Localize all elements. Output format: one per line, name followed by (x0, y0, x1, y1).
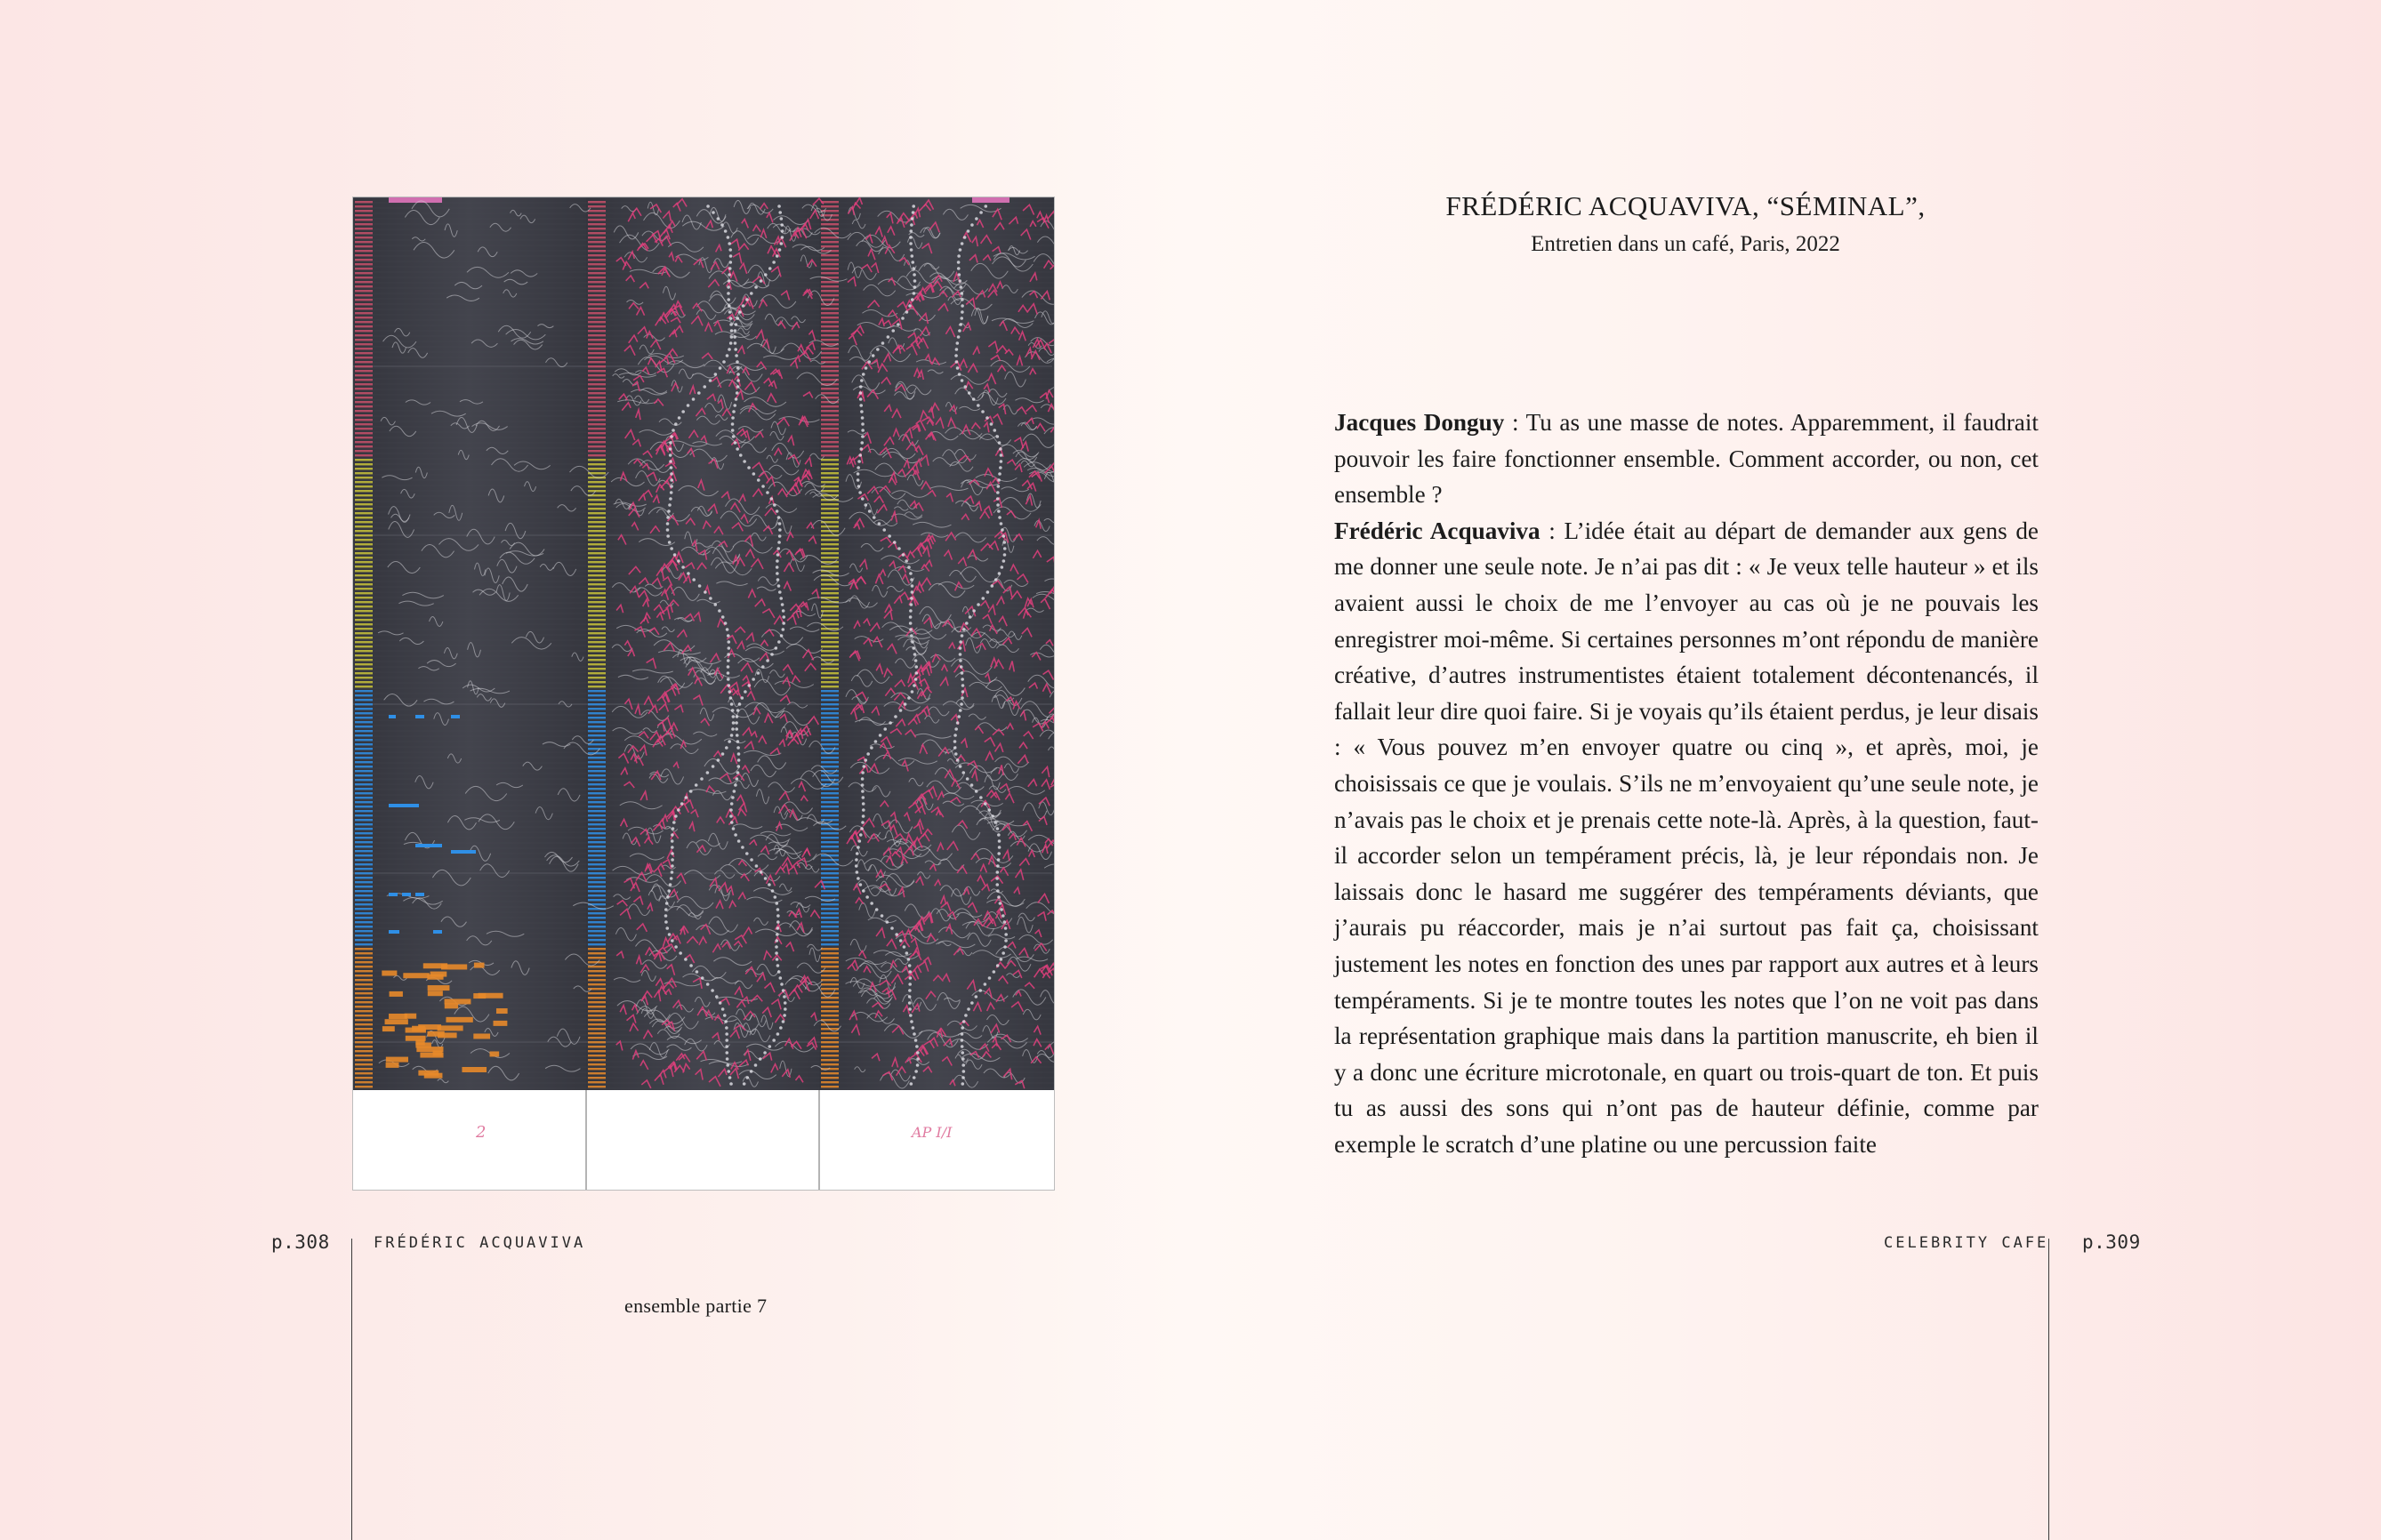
left-footer-rule (351, 1239, 352, 1540)
speaker-text: : Tu as une masse de notes. Apparemment, il faudrait pouvoir les faire fonctionner ensemble. Comment accorder, ou non, cet ensemble ? (1334, 409, 2039, 509)
speaker-text: : L’idée était au départ de demander aux gens de me donner une seule note. Je n’ai pas dit : « Je veux telle hauteur » et ils avaient aussi le choix de me l’envoyer au cas où je ne pouvais les enregistrer moi-même. Si certaines personnes m’ont répondu de manière créative, d’autres instrumentistes étaient totalement décontenancés, il fallait leur dire quoi faire. Si je voyais qu’ils étaient perdus, je leur disais : « Vous pouvez m’en envoyer quatre ou cinq », et après, moi, je choisissais ce que je voulais. S’ils ne m’envoyaient qu’une seule note, je n’avais pas le choix et je prenais cette note-là. Après, à la question, faut-il accorder selon un tempérament précis, là, je leur répondais non. Je laissais donc le hasard me suggérer des tempéraments déviants, que j’aurais pu réaccorder, mais je n’ai surtout pas fait ça, choisissant justement les notes en fonction des unes par rapport aux autres et à leurs tempéraments. Si je te montre toutes les notes que l’on ne voit pas dans la représentation graphique mais dans la partition manuscrite, eh bien il y a donc une écriture microtonale, en quart ou trois-quart de ton. Et puis tu as aussi des sons qui n’ont pas de hauteur définie, comme par exemple le scratch d’une platine ou une percussion faite (1334, 517, 2039, 1158)
interview-paragraph-2 (1334, 513, 2039, 1163)
score-annotation-left: 2 (476, 1123, 487, 1142)
score-panel-2 (586, 197, 819, 1090)
right-page-number: p.309 (2082, 1231, 2141, 1253)
score-annotation-right: AP I/I (912, 1124, 953, 1141)
speaker-name: Jacques Donguy (1334, 409, 1505, 436)
interview-body (1334, 405, 2039, 1162)
left-page-number: p.308 (271, 1231, 330, 1253)
article-title: FRÉDÉRIC ACQUAVIVA, “SÉMINAL”, (1445, 190, 1926, 221)
score-artwork (352, 197, 1055, 1191)
right-running-head: CELEBRITY CAFE (1884, 1234, 2049, 1252)
score-panel-3 (819, 197, 1054, 1090)
right-footer-rule (2048, 1239, 2049, 1540)
article-subtitle: Entretien dans un café, Paris, 2022 (1531, 232, 1840, 256)
figure-caption: ensemble partie 7 (624, 1295, 768, 1317)
interview-paragraph-1 (1334, 405, 2039, 513)
article-header (1334, 190, 2037, 258)
left-running-head: FRÉDÉRIC ACQUAVIVA (374, 1234, 586, 1252)
speaker-name: Frédéric Acquaviva (1334, 517, 1540, 544)
score-image (353, 197, 1054, 1190)
